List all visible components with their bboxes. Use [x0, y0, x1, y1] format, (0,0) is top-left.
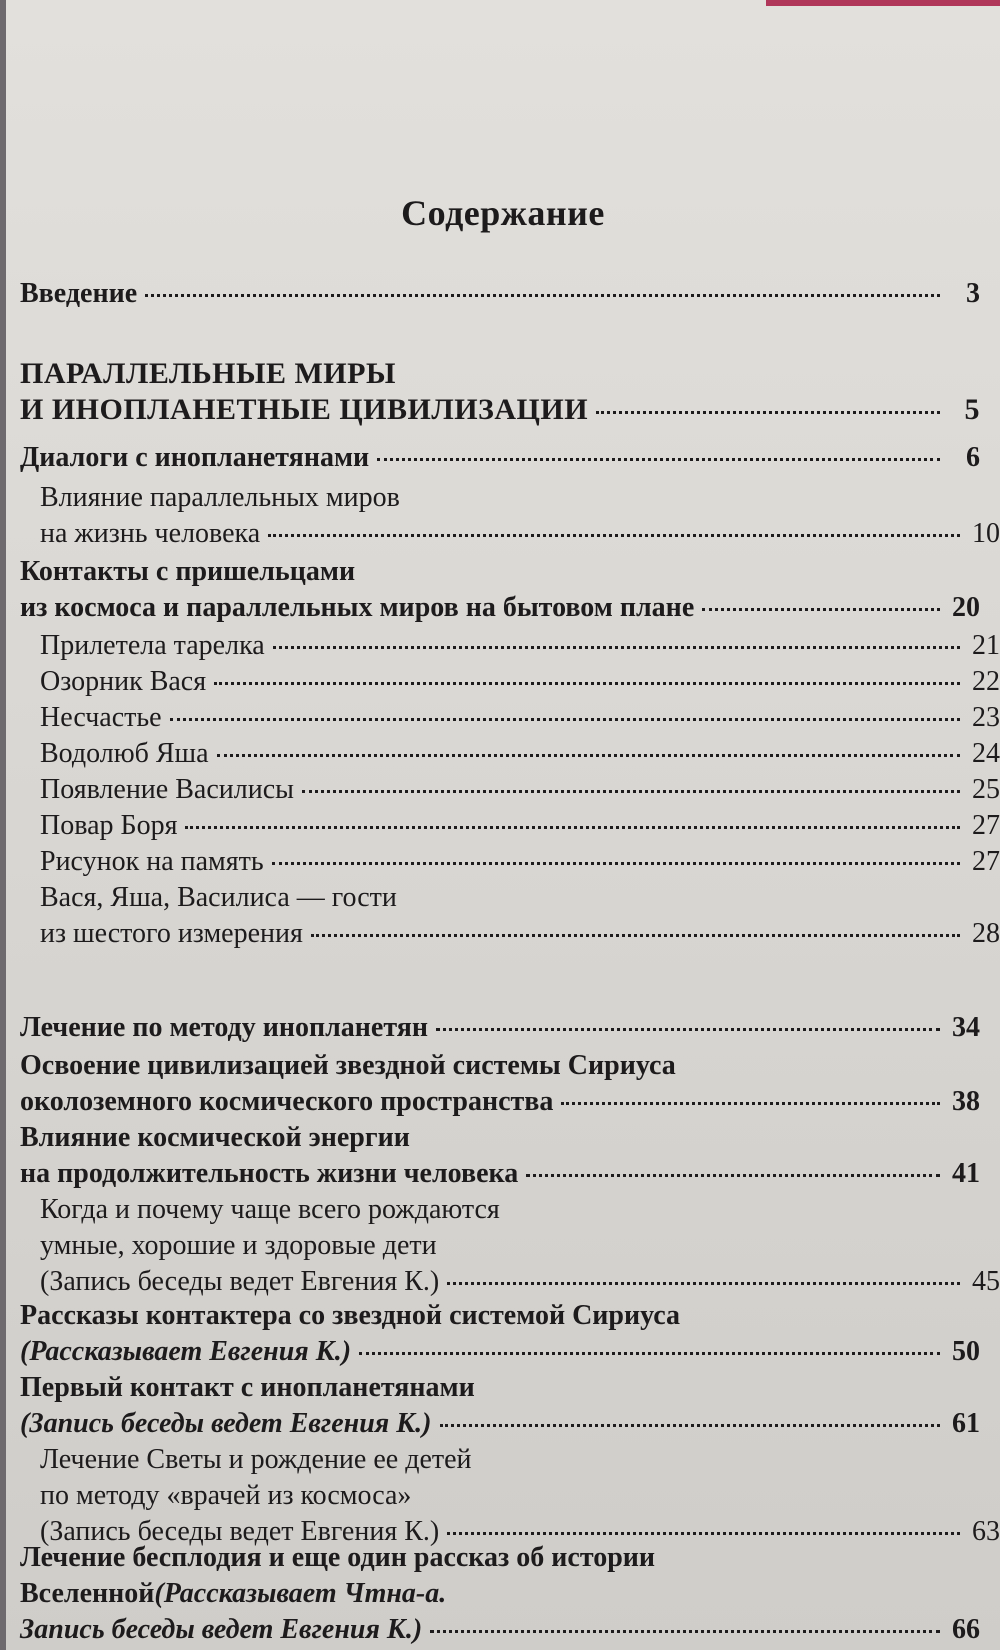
toc-page: 28	[972, 918, 1000, 949]
toc-page: 24	[972, 738, 1000, 769]
toc-text: И ИНОПЛАНЕТНЫЕ ЦИВИЛИЗАЦИИ	[20, 393, 589, 426]
toc-text: (Рассказывает Евгения К.)	[20, 1336, 352, 1367]
toc-text: Озорник Вася	[40, 666, 207, 697]
toc-page: 63	[972, 1516, 1000, 1547]
toc-text: Контакты с пришельцами	[20, 556, 356, 587]
toc-text: (Рассказывает Чтна-а.	[154, 1578, 447, 1609]
toc-text: из космоса и параллельных миров на бытовом плане	[20, 592, 695, 623]
leader-dots	[268, 534, 960, 537]
leader-dots	[311, 934, 960, 937]
toc-page: 61	[952, 1408, 980, 1439]
toc-text: по методу «врачей из космоса»	[40, 1480, 412, 1511]
toc-page: 5	[964, 393, 980, 426]
toc-page: 3	[966, 278, 980, 309]
toc-text: Лечение Светы и рождение ее детей	[40, 1444, 472, 1475]
toc-text: Прилетела тарелка	[40, 630, 265, 661]
toc-page: 6	[966, 442, 980, 473]
toc-section	[20, 356, 980, 428]
toc-text: на продолжительность жизни человека	[20, 1158, 519, 1189]
toc-entry	[20, 1048, 980, 1120]
toc-page: 22	[972, 666, 1000, 697]
leader-dots	[145, 294, 940, 297]
toc-text: Лечение по методу инопланетян	[20, 1012, 429, 1043]
leader-dots	[430, 1630, 940, 1633]
toc-text: Влияние космической энергии	[20, 1122, 410, 1153]
leader-dots	[185, 826, 960, 829]
toc-text: Введение	[20, 278, 138, 309]
toc-text: Несчастье	[40, 702, 162, 733]
toc-text: Рассказы контактера со звездной системой Сириуса	[20, 1300, 681, 1331]
toc-page: 23	[972, 702, 1000, 733]
leader-dots	[217, 754, 960, 757]
leader-dots	[440, 1424, 940, 1427]
toc-page: 45	[972, 1266, 1000, 1297]
toc-entry	[20, 1010, 980, 1046]
toc-page: 34	[952, 1012, 980, 1043]
toc-entry	[20, 1370, 980, 1442]
toc-page: 50	[952, 1336, 980, 1367]
leader-dots	[170, 718, 960, 721]
toc-page: 27	[972, 810, 1000, 841]
toc-subentry	[20, 480, 1000, 552]
toc-page: 66	[952, 1614, 980, 1645]
toc-page: 27	[972, 846, 1000, 877]
cover-edge	[766, 0, 1000, 6]
toc-text: Водолюб Яша	[40, 738, 209, 769]
toc-text: Рисунок на память	[40, 846, 264, 877]
leader-dots	[596, 411, 940, 414]
toc-entry-intro	[20, 276, 980, 312]
leader-dots	[302, 790, 960, 793]
toc-text: Вася, Яша, Василиса — гости	[40, 882, 397, 913]
leader-dots	[377, 458, 940, 461]
toc-page: 25	[972, 774, 1000, 805]
toc-entry	[20, 1298, 980, 1370]
toc-text: из шестого измерения	[40, 918, 303, 949]
toc-text: Появление Василисы	[40, 774, 294, 805]
toc-text: Повар Боря	[40, 810, 178, 841]
leader-dots	[561, 1102, 940, 1105]
book-page	[6, 0, 1000, 1650]
toc-text: Лечение бесплодия и еще один рассказ об истории	[20, 1542, 656, 1573]
toc-entry	[20, 440, 980, 476]
leader-dots	[436, 1028, 940, 1031]
leader-dots	[702, 608, 940, 611]
toc-text: околоземного космического пространства	[20, 1086, 554, 1117]
toc-text: (Запись беседы ведет Евгения К.)	[40, 1266, 440, 1297]
leader-dots	[359, 1352, 940, 1355]
toc-text: Влияние параллельных миров	[40, 482, 400, 513]
toc-text: Когда и почему чаще всего рождаются	[40, 1194, 500, 1225]
toc-text: Первый контакт с инопланетянами	[20, 1372, 475, 1403]
toc-text: (Запись беседы ведет Евгения К.)	[40, 1516, 440, 1547]
page-title: Содержание	[401, 193, 605, 233]
toc-text: ПАРАЛЛЕЛЬНЫЕ МИРЫ	[20, 357, 396, 390]
toc-text: на жизнь человека	[40, 518, 261, 549]
toc-entry	[20, 554, 980, 626]
toc-entry	[20, 1120, 980, 1192]
toc-subentry	[20, 1192, 1000, 1300]
leader-dots	[447, 1532, 960, 1535]
leader-dots	[214, 682, 960, 685]
leader-dots	[273, 646, 960, 649]
leader-dots	[272, 862, 960, 865]
leader-dots	[447, 1282, 960, 1285]
toc-text: Диалоги с инопланетянами	[20, 442, 370, 473]
toc-text: Освоение цивилизацией звездной системы Сириуса	[20, 1050, 676, 1081]
toc-page: 41	[952, 1158, 980, 1189]
toc-subentry	[20, 1442, 1000, 1550]
toc-text: (Запись беседы ведет Евгения К.)	[20, 1408, 432, 1439]
toc-page: 10	[972, 518, 1000, 549]
toc-entry	[20, 1540, 980, 1648]
toc-page: 38	[952, 1086, 980, 1117]
toc-sublist	[20, 628, 1000, 880]
toc-text: умные, хорошие и здоровые дети	[40, 1230, 437, 1261]
leader-dots	[526, 1174, 940, 1177]
toc-page: 20	[952, 592, 980, 623]
toc-text: Вселенной	[20, 1578, 155, 1609]
toc-page: 21	[972, 630, 1000, 661]
toc-subentry	[20, 880, 1000, 952]
toc-text: Запись беседы ведет Евгения К.)	[20, 1614, 423, 1645]
